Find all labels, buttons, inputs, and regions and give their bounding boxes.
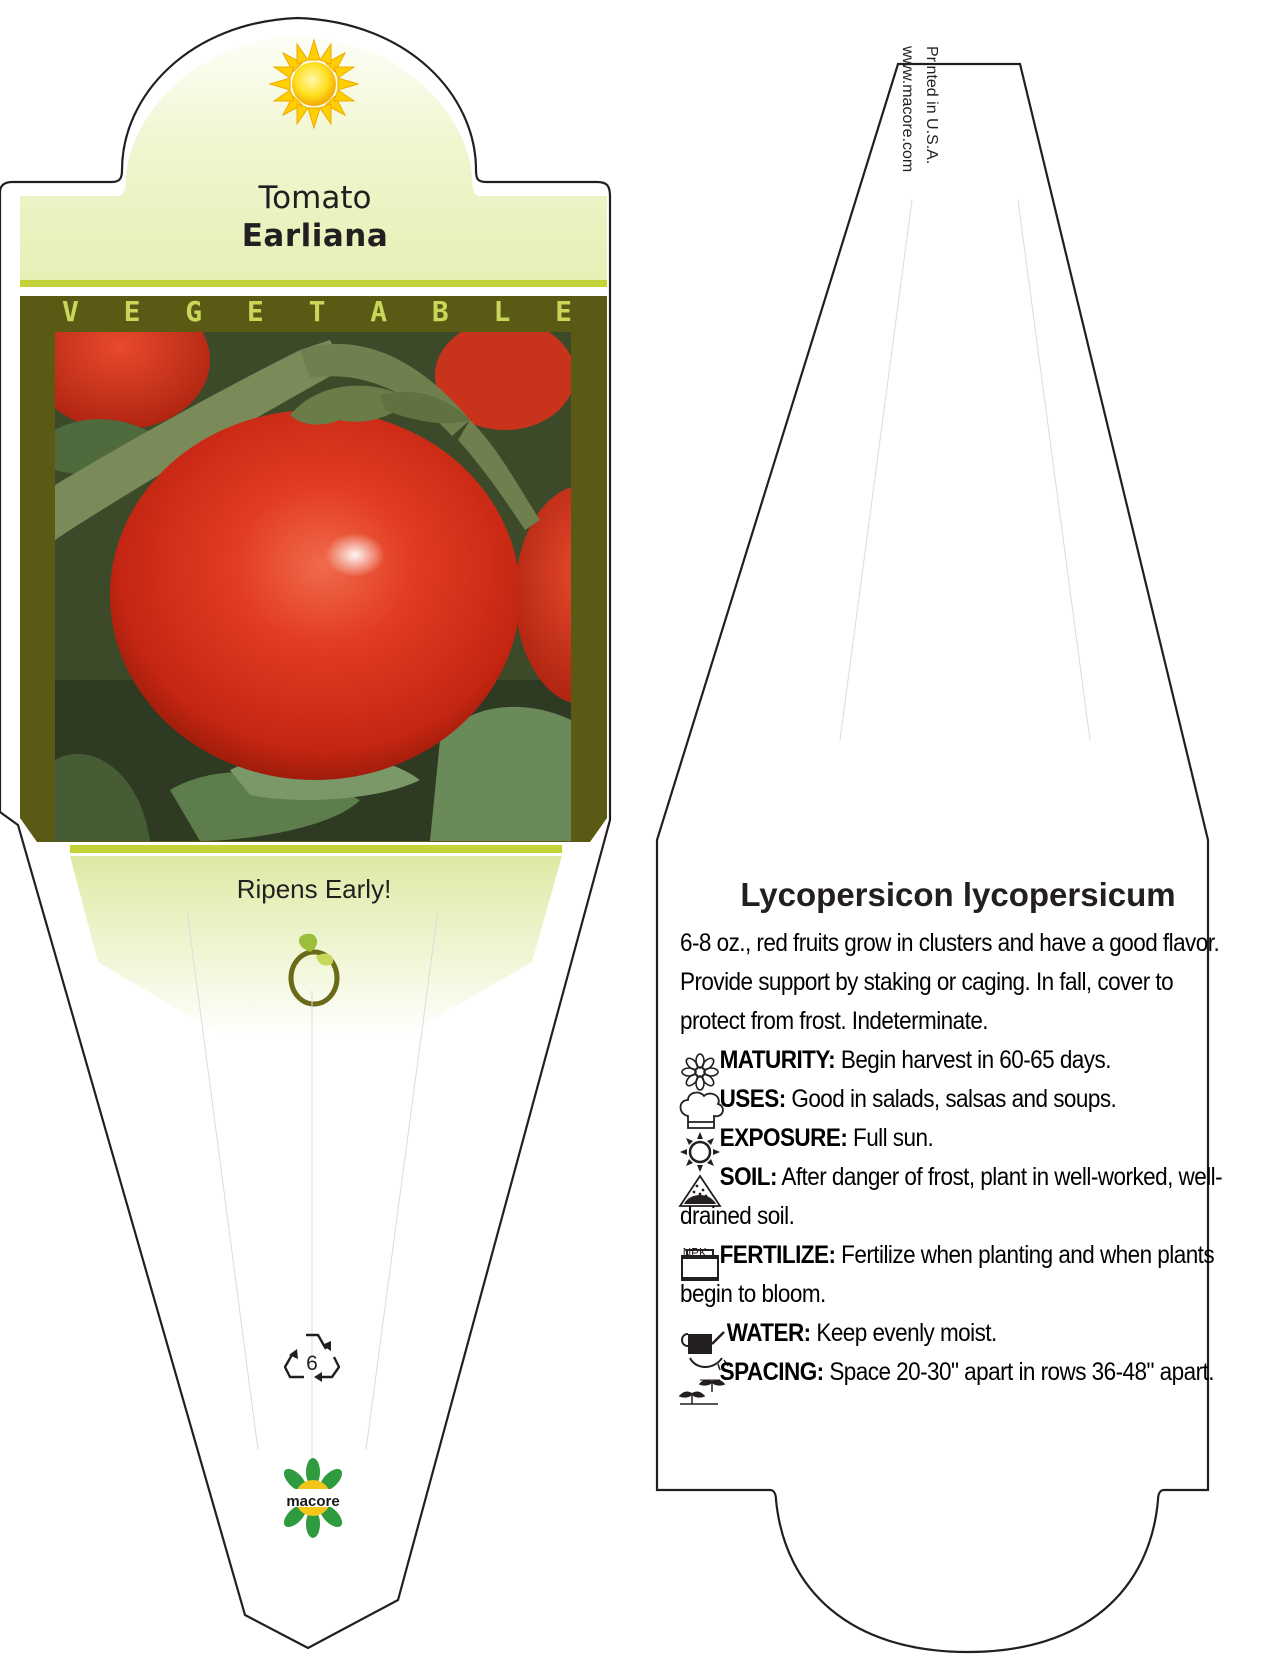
care-text: Full sun.	[847, 1124, 934, 1152]
common-name: Tomato	[258, 180, 372, 216]
care-text: After danger of frost, plant in well-worked, well-drained soil.	[680, 1163, 1223, 1230]
care-label: EXPOSURE:	[719, 1124, 848, 1152]
description: 6-8 oz., red fruits grow in clusters and have a good flavor. Provide support by staking or caging. In fall, cover to protect from frost. Indeterminate.	[680, 929, 1220, 1035]
category-letter: T	[308, 295, 326, 328]
brand-name: macore	[286, 1493, 340, 1510]
category-letter: V	[62, 295, 79, 328]
tomato-photo	[30, 290, 655, 841]
category-letter: L	[493, 295, 511, 328]
header-rule	[20, 280, 607, 287]
botanical-name: Lycopersicon lycopersicum	[740, 876, 1176, 913]
category-label	[20, 294, 612, 330]
tagline: Ripens Early!	[236, 874, 392, 904]
variety-name: Earliana	[241, 218, 389, 254]
care-label: WATER:	[726, 1319, 811, 1347]
printed-note	[889, 46, 943, 226]
care-text: Space 20-30" apart in rows 36-48" apart.	[823, 1358, 1214, 1386]
category-letter: E	[246, 295, 264, 328]
care-row-fertilize	[680, 1236, 1236, 1314]
category-letter: A	[370, 295, 388, 328]
website-line: www.macore.com	[899, 46, 916, 173]
care-label: SPACING:	[719, 1358, 824, 1386]
care-label: FERTILIZE:	[719, 1241, 836, 1269]
npk-label: NPK	[682, 1245, 707, 1260]
care-text: Fertilize when planting and when plants begin to bloom.	[680, 1241, 1215, 1308]
care-text: Good in salads, salsas and soups.	[785, 1085, 1117, 1113]
category-letter: G	[185, 295, 203, 328]
category-letter: E	[123, 295, 141, 328]
care-info	[680, 876, 1236, 918]
care-row-uses	[680, 1080, 1236, 1119]
sun-icon	[270, 40, 358, 128]
recycle-code: 6	[306, 1352, 318, 1375]
care-label: USES:	[719, 1085, 786, 1113]
printed-in-line: Printed in U.S.A.	[923, 46, 940, 165]
care-label: MATURITY:	[719, 1046, 836, 1074]
care-row-maturity	[680, 1041, 1236, 1080]
care-text: Keep evenly moist.	[810, 1319, 997, 1347]
care-row-water	[680, 1314, 1236, 1353]
care-row-soil	[680, 1158, 1236, 1236]
care-row-exposure	[680, 1119, 1236, 1158]
photo-rule	[70, 845, 562, 853]
back-tag-outline	[657, 64, 1208, 1652]
care-row-spacing	[680, 1353, 1236, 1392]
category-letter: B	[431, 295, 449, 328]
care-text: Begin harvest in 60-65 days.	[835, 1046, 1111, 1074]
care-copy	[680, 924, 1236, 1392]
category-letter: E	[555, 295, 572, 328]
care-label: SOIL:	[719, 1163, 777, 1191]
